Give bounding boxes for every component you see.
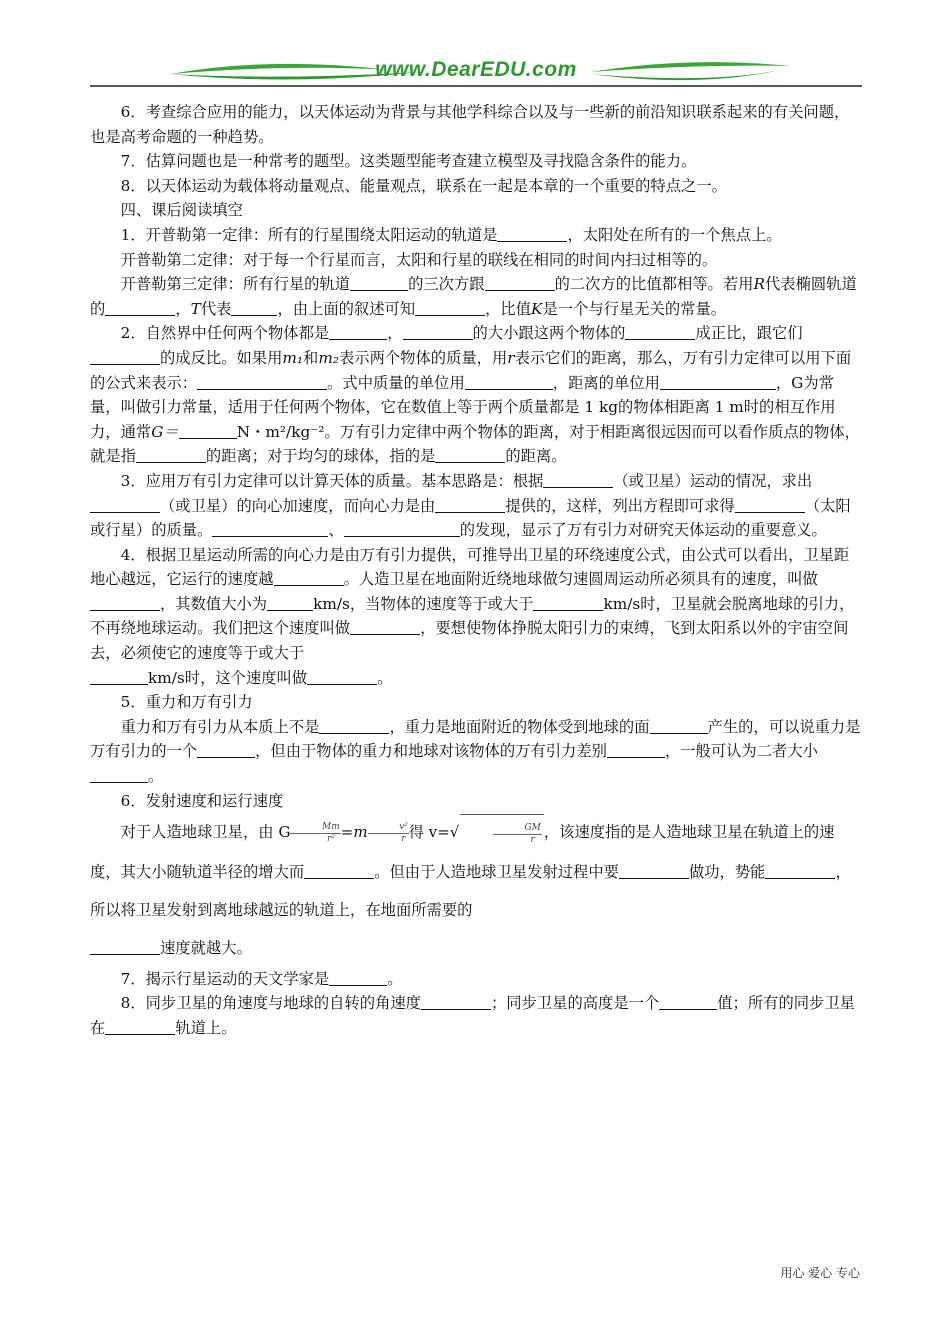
text: 7．揭示行星运动的天文学家是	[120, 969, 330, 988]
fill-blank[interactable]	[607, 741, 665, 758]
paragraph-8: 8．以天体运动为载体将动量观点、能量观点，联系在一起是本章的一个重要的特点之一。	[120, 176, 727, 195]
text: 。	[148, 767, 164, 786]
text: ，所以将卫星发射到离地球越远的轨道上，在地面所需要的	[90, 862, 851, 919]
symbol: R	[753, 275, 765, 294]
text: km/s时，卫星就会脱离地球的引力，不再绕地球运动。我们把这个速度叫做	[90, 594, 855, 638]
symbol: m₂	[318, 348, 339, 367]
fill-blank[interactable]	[619, 862, 689, 879]
fill-blank[interactable]	[179, 422, 237, 439]
text: 4．根据卫星运动所需的向心力是由万有引力提供，可推导出卫星的环绕速度公式，由公式可以看出，卫星距地心越远，它运行的速度越	[90, 545, 850, 589]
fill-blank[interactable]	[197, 741, 255, 758]
symbol: m₁	[282, 348, 304, 367]
text: km/s时，这个速度叫做	[148, 668, 308, 687]
fill-blank[interactable]	[90, 348, 160, 365]
fill-blank[interactable]	[350, 274, 408, 291]
text: 开普勒第二定律：对于每一个行星而言，太阳和行星的联线在相同的时间内扫过相等的	[120, 250, 702, 269]
fill-blank[interactable]	[197, 373, 327, 390]
text: 的距离；对于均匀的球体，指的是	[205, 447, 436, 466]
text: （或卫星）的向心加速度，而向心力是由	[160, 496, 436, 515]
fill-blank[interactable]	[465, 373, 553, 390]
fill-blank[interactable]	[274, 569, 344, 586]
text: ，其数值大小为	[160, 594, 268, 613]
paragraph-7: 7．估算问题也是一种常考的题型。这类题型能考查建立模型及寻找隐含条件的能力。	[120, 152, 697, 171]
text: 。人造卫星在地面附近绕地球做匀速圆周运动所必须具有的速度，叫做	[343, 570, 818, 589]
fill-blank[interactable]	[90, 668, 148, 685]
text: 开普勒第三定律：所有行星的轨道	[120, 275, 351, 294]
text: ，G为常量，叫做引力常量，适用于任何两个物体，它在数值上等于两个质量都是 1 kg的物体相距离 1 m时的相互作用力，通常	[90, 373, 836, 441]
fill-blank[interactable]	[90, 938, 160, 955]
text: ，由上面的叙述可知	[277, 299, 416, 318]
question-2	[90, 321, 862, 469]
text: 得 v=	[408, 823, 450, 842]
paragraph-6: 6．考查综合应用的能力，以天体运动为背景与其他学科综合以及与一些新的前沿知识联系起来的有关问题，也是高考命题的一种趋势。	[90, 103, 850, 146]
fill-blank[interactable]	[90, 766, 148, 783]
numerator: Mm	[290, 822, 340, 834]
symbol: m	[353, 823, 368, 842]
text: ，比值	[485, 299, 532, 318]
fill-blank[interactable]	[660, 373, 776, 390]
fill-blank[interactable]	[105, 1018, 175, 1035]
fraction	[493, 823, 542, 846]
fill-blank[interactable]	[350, 618, 420, 635]
text: 的大小跟这两个物体的	[472, 324, 626, 343]
text: （太阳或行星）的质量。	[90, 496, 851, 540]
question-3	[90, 469, 862, 543]
text: 1．开普勒第一定律：所有的行星围绕太阳运动的轨道是	[120, 225, 498, 244]
fraction	[290, 822, 340, 845]
text: 。	[387, 969, 403, 988]
question-8	[90, 991, 862, 1040]
document-body	[90, 100, 862, 1041]
text: 速度就越大。	[160, 938, 252, 957]
fill-blank[interactable]	[421, 993, 491, 1010]
text: 8．同步卫星的角速度与地球的自转的角速度	[120, 994, 421, 1013]
symbol: K	[531, 299, 543, 318]
footer-slogan: 用心 爱心 专心	[780, 1266, 860, 1280]
numerator: v²	[368, 822, 409, 834]
fraction	[368, 822, 409, 845]
fill-blank[interactable]	[765, 862, 835, 879]
velocity-formula: G $\frac{Mm}{\text{r²}}$ =m $\frac{\text{v²}}{r}$ 得 v=√ $\frac{GM}{r}$	[278, 823, 543, 841]
question-4	[90, 543, 862, 691]
fill-blank[interactable]	[329, 969, 387, 986]
site-url: www.DearEDU.com	[375, 58, 577, 81]
text: ，一般可认为二者大小	[664, 742, 818, 761]
denominator: r²	[326, 833, 335, 844]
text: 的二次方的比值都相等。若用	[554, 275, 754, 294]
fill-blank[interactable]	[105, 299, 175, 316]
symbol: T	[190, 299, 201, 318]
fill-blank[interactable]	[90, 594, 160, 611]
text: 。式中质量的单位用	[327, 373, 465, 392]
text: ，但由于物体的重力和地球对该物体的万有引力差别	[255, 742, 607, 761]
denominator: r	[530, 835, 535, 846]
text: ，要想使物体挣脱太阳引力的束缚，飞到太阳系以外的宇宙空间去，必须使它的速度等于或大于	[90, 619, 849, 663]
fill-blank[interactable]	[659, 993, 717, 1010]
text: 产生的，可以说重力是万有引力的一个	[90, 717, 861, 761]
text: 轨道上。	[175, 1018, 237, 1037]
fill-blank[interactable]	[543, 471, 613, 488]
fill-blank[interactable]	[485, 274, 555, 291]
text: 对于人造地球卫星，由	[120, 823, 274, 842]
denominator: r	[401, 833, 406, 844]
text: G	[278, 823, 291, 842]
fill-blank[interactable]	[497, 225, 567, 242]
text: 、	[328, 521, 344, 540]
text: 重力和万有引力从本质上不是	[120, 717, 320, 736]
fill-blank[interactable]	[533, 594, 603, 611]
text: 的三次方跟	[408, 275, 485, 294]
section-heading: 四、课后阅读填空	[120, 201, 243, 220]
fill-blank[interactable]	[403, 323, 473, 340]
fill-blank[interactable]	[136, 446, 206, 463]
text: 代表	[200, 299, 232, 318]
kepler-second-law	[90, 248, 862, 273]
fill-blank[interactable]	[625, 323, 695, 340]
symbol: G＝	[151, 422, 179, 441]
kepler-first-law	[90, 223, 862, 248]
text: 3．应用万有引力定律可以计算天体的质量。基本思路是：根据	[120, 471, 544, 490]
text: 。	[377, 668, 393, 687]
text: 2．自然界中任何两个物体都是	[120, 324, 330, 343]
fill-blank[interactable]	[90, 496, 160, 513]
numerator: GM	[493, 823, 542, 835]
kepler-third-law: 开普勒第三定律：所有行星的轨道 的三次方跟 的二次方的比值都相等。若用R代表椭圆轨道的 ，T代表 ，由上面的叙述可知 ，比值K是一个与行星无关的常量。	[90, 275, 857, 318]
question-5	[90, 715, 862, 789]
text: ，距离的单位用	[552, 373, 660, 392]
text: 。	[701, 250, 718, 269]
question-7	[90, 967, 862, 992]
fill-blank[interactable]	[329, 323, 387, 340]
fill-blank[interactable]	[435, 496, 505, 513]
text: 是一个与行星无关的常量。	[542, 299, 727, 318]
fill-blank[interactable]	[415, 299, 485, 316]
text: 提供的，这样，列出方程即可求得	[505, 496, 735, 515]
text: 的距离。	[505, 447, 567, 466]
text: 和	[303, 348, 319, 367]
question-6-title: 6．发射速度和运行速度	[120, 791, 284, 810]
text: 的发现，显示了万有引力对研究天体运动的重要意义。	[459, 521, 827, 540]
fill-blank[interactable]	[231, 299, 277, 316]
fill-blank[interactable]	[319, 717, 389, 734]
text: 表示两个物体的质量，用	[338, 348, 508, 367]
text: N・m²/kg⁻²。万有引力定律中两个物体的距离，对于相距离很远因而可以看作质点的物体，就是指	[90, 422, 860, 466]
text: km/s，当物体的速度等于或大于	[313, 594, 534, 613]
text: （或卫星）运动的情况，求出	[613, 471, 813, 490]
fill-blank[interactable]	[735, 496, 805, 513]
fill-blank[interactable]	[344, 520, 460, 537]
fill-blank[interactable]	[650, 717, 708, 734]
text: ，太阳处在所有的一个焦点上。	[567, 225, 782, 244]
fill-blank[interactable]	[267, 594, 313, 611]
fill-blank[interactable]	[304, 862, 374, 879]
text: =	[340, 823, 354, 842]
text: 。但由于人造地球卫星发射过程中要	[374, 862, 619, 881]
text: ，该速度指的是人造地球卫星在轨道上的速度，其大小随轨道半径的增大而	[90, 823, 835, 881]
question-6	[90, 813, 862, 967]
text: 值；所有的同步卫星在	[90, 994, 855, 1037]
text: ；同步卫星的高度是一个	[490, 994, 660, 1013]
text: 做功，势能	[688, 862, 766, 881]
text: ，重力是地面附近的物体受到地球的面	[389, 717, 650, 736]
text: ，	[387, 324, 403, 343]
text: 表示它们的距离，那么，万有引力定律可以用下面的公式来表示：	[90, 348, 852, 392]
sqrt	[460, 814, 544, 853]
fill-blank[interactable]	[212, 520, 328, 537]
fill-blank[interactable]	[307, 668, 377, 685]
text: 代表椭圆轨道的	[90, 275, 857, 318]
text: 的成反比。如果用	[160, 348, 283, 367]
symbol: r	[507, 348, 515, 367]
question-5-title: 5．重力和万有引力	[120, 693, 253, 712]
text: 成正比，跟它们	[695, 324, 803, 343]
header-banner	[90, 52, 862, 92]
fill-blank[interactable]	[435, 446, 505, 463]
